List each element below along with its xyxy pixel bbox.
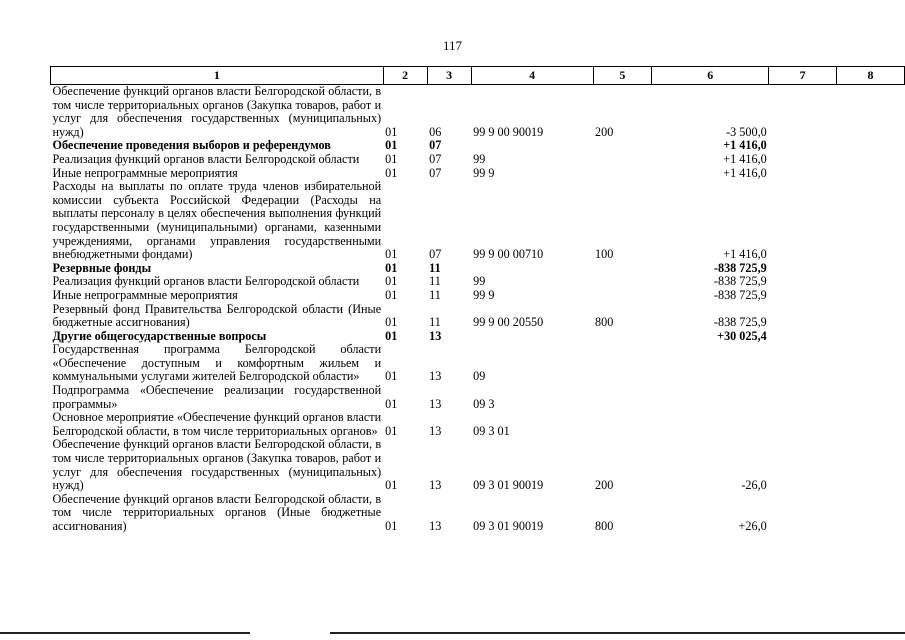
row-target-article-cell: 99 <box>473 151 486 166</box>
table-row <box>51 180 905 262</box>
row-target-article-cell: 99 <box>473 274 486 289</box>
row-subsection-cell: 06 <box>429 124 442 139</box>
row-col7-cell <box>769 330 837 344</box>
table-row <box>51 438 905 492</box>
row-name-cell: Обеспечение проведения выборов и референдумов <box>52 138 331 153</box>
row-subsection-cell: 13 <box>429 396 442 411</box>
table-row <box>51 303 905 330</box>
row-col8-cell <box>837 139 905 153</box>
row-col8-cell <box>837 262 905 276</box>
row-name-cell: Иные непрограммные мероприятия <box>52 165 238 180</box>
row-amount-cell <box>652 343 769 384</box>
row-amount-cell: -838 725,9 <box>713 287 767 302</box>
row-col7-cell <box>769 343 837 384</box>
table-row <box>51 411 905 438</box>
row-target-article-cell: 99 9 <box>473 287 495 302</box>
row-amount-cell: +1 416,0 <box>723 165 767 180</box>
row-section-cell: 01 <box>385 287 398 302</box>
row-expense-type-cell <box>593 289 652 303</box>
budget-table <box>50 66 905 534</box>
row-target-article-cell: 99 9 00 90019 <box>473 124 544 139</box>
column-header: 1 <box>51 67 384 85</box>
row-section-cell: 01 <box>385 247 398 262</box>
row-amount-cell <box>652 411 769 438</box>
row-col7-cell <box>769 180 837 262</box>
row-target-article-cell <box>471 262 593 276</box>
row-expense-type-cell: 800 <box>595 315 614 330</box>
row-col8-cell <box>837 275 905 289</box>
table-row <box>51 262 905 276</box>
row-target-article-cell: 09 3 01 <box>473 423 510 438</box>
row-col8-cell <box>837 289 905 303</box>
table-row <box>51 289 905 303</box>
row-expense-type-cell <box>593 384 652 411</box>
row-col7-cell <box>769 438 837 492</box>
row-amount-cell: +26,0 <box>738 519 767 533</box>
row-col8-cell <box>837 438 905 492</box>
column-header: 6 <box>652 67 769 85</box>
row-target-article-cell: 09 3 01 90019 <box>473 478 544 493</box>
row-expense-type-cell <box>593 167 652 181</box>
page-edge-line <box>330 632 905 634</box>
row-col7-cell <box>769 167 837 181</box>
row-expense-type-cell <box>593 275 652 289</box>
table-row <box>51 330 905 344</box>
row-target-article-cell: 09 <box>473 369 486 384</box>
row-section-cell: 01 <box>385 124 398 139</box>
column-header: 5 <box>593 67 652 85</box>
row-subsection-cell: 11 <box>429 260 441 275</box>
row-amount-cell: +1 416,0 <box>723 151 767 166</box>
table-header-row <box>51 67 905 85</box>
table-row <box>51 275 905 289</box>
row-name-cell: Обеспечение функций органов власти Белгородской области, в том числе территориальных органов (Закупка товаров, работ и услуг для обеспечения государственных (муниципальных) нужд) <box>52 84 382 139</box>
row-subsection-cell: 13 <box>429 423 442 438</box>
row-name-cell: Реализация функций органов власти Белгородской области <box>52 151 360 166</box>
row-col7-cell <box>769 411 837 438</box>
row-section-cell: 01 <box>385 328 398 343</box>
row-section-cell: 01 <box>385 519 398 533</box>
row-name-cell: Основное мероприятие «Обеспечение функций органов власти Белгородской области, в том числе территориальных органов» <box>52 410 382 438</box>
column-header: 8 <box>837 67 905 85</box>
row-section-cell: 01 <box>385 396 398 411</box>
row-col8-cell <box>837 384 905 411</box>
row-section-cell: 01 <box>385 478 398 493</box>
row-name-cell: Резервный фонд Правительства Белгородской области (Иные бюджетные ассигнования) <box>52 301 382 330</box>
row-section-cell: 01 <box>385 165 398 180</box>
row-target-article-cell: 09 3 <box>473 396 495 411</box>
row-col7-cell <box>769 493 837 534</box>
row-expense-type-cell: 100 <box>595 247 614 262</box>
row-name-cell: Расходы на выплаты по оплате труда членов избирательной комиссии субъекта Российской Федерации (Расходы на выплаты персоналу в целях обеспечения выполнения функций государственными (муниципальными) органами, казенными учреждениями, органами управления государственными внебюджетными фондами) <box>52 179 382 262</box>
row-subsection-cell: 07 <box>429 247 442 262</box>
table-body <box>51 85 905 534</box>
row-subsection-cell: 11 <box>429 315 441 330</box>
row-section-cell: 01 <box>385 369 398 384</box>
row-target-article-cell <box>471 330 593 344</box>
row-col8-cell <box>837 330 905 344</box>
row-subsection-cell: 07 <box>429 165 442 180</box>
row-expense-type-cell: 200 <box>595 478 614 493</box>
row-subsection-cell: 07 <box>429 138 442 153</box>
row-subsection-cell: 07 <box>429 151 442 166</box>
row-col7-cell <box>769 289 837 303</box>
row-subsection-cell: 11 <box>429 287 441 302</box>
row-amount-cell: -3 500,0 <box>726 124 767 139</box>
row-expense-type-cell <box>593 330 652 344</box>
row-section-cell: 01 <box>385 138 398 153</box>
row-expense-type-cell: 200 <box>595 124 614 139</box>
column-header: 4 <box>471 67 593 85</box>
row-name-cell: Резервные фонды <box>52 260 152 275</box>
row-col8-cell <box>837 180 905 262</box>
row-section-cell: 01 <box>385 274 398 289</box>
row-expense-type-cell <box>593 343 652 384</box>
column-header: 7 <box>769 67 837 85</box>
row-subsection-cell: 13 <box>429 328 442 343</box>
row-amount-cell: -838 725,9 <box>713 260 767 275</box>
row-col7-cell <box>769 139 837 153</box>
table-row <box>51 493 905 534</box>
table-row <box>51 167 905 181</box>
row-expense-type-cell <box>593 411 652 438</box>
row-col8-cell <box>837 493 905 534</box>
row-expense-type-cell <box>593 139 652 153</box>
row-subsection-cell: 11 <box>429 274 441 289</box>
row-subsection-cell: 13 <box>429 519 442 533</box>
row-col7-cell <box>769 153 837 167</box>
row-section-cell: 01 <box>385 423 398 438</box>
row-col8-cell <box>837 167 905 181</box>
row-expense-type-cell: 800 <box>595 519 614 533</box>
row-col7-cell <box>769 85 837 140</box>
row-name-cell: Подпрограмма «Обеспечение реализации государственной программы» <box>52 383 382 411</box>
row-target-article-cell: 99 9 <box>473 165 495 180</box>
row-expense-type-cell <box>593 262 652 276</box>
row-col8-cell <box>837 85 905 140</box>
page-edge-line <box>0 632 250 634</box>
row-amount-cell: +30 025,4 <box>717 328 767 343</box>
table-row <box>51 384 905 411</box>
row-subsection-cell: 13 <box>429 369 442 384</box>
row-col8-cell <box>837 343 905 384</box>
page-number: 117 <box>442 38 463 53</box>
row-name-cell: Обеспечение функций органов власти Белгородской области, в том числе территориальных органов (Закупка товаров, работ и услуг для обеспечения государственных (муниципальных) нужд) <box>52 437 382 493</box>
row-name-cell: Государственная программа Белгородской области «Обеспечение доступным и комфортным жильем и коммунальными услугами жителей Белгородской области» <box>52 342 382 384</box>
row-amount-cell: -838 725,9 <box>713 315 767 330</box>
row-section-cell: 01 <box>385 260 398 275</box>
row-subsection-cell: 13 <box>429 478 442 493</box>
row-target-article-cell: 99 9 00 20550 <box>473 315 544 330</box>
row-col8-cell <box>837 303 905 330</box>
row-amount-cell: -26,0 <box>741 478 767 493</box>
row-target-article-cell <box>471 139 593 153</box>
row-expense-type-cell <box>593 153 652 167</box>
table-row <box>51 153 905 167</box>
row-col8-cell <box>837 153 905 167</box>
row-target-article-cell: 99 9 00 00710 <box>473 247 544 262</box>
row-amount-cell: +1 416,0 <box>723 247 767 262</box>
row-col7-cell <box>769 384 837 411</box>
row-col7-cell <box>769 262 837 276</box>
row-col7-cell <box>769 303 837 330</box>
table-row <box>51 139 905 153</box>
row-amount-cell: -838 725,9 <box>713 274 767 289</box>
row-col8-cell <box>837 411 905 438</box>
row-section-cell: 01 <box>385 151 398 166</box>
row-section-cell: 01 <box>385 315 398 330</box>
column-header: 3 <box>427 67 471 85</box>
table-row <box>51 343 905 384</box>
table-row <box>51 85 905 140</box>
row-name-cell: Реализация функций органов власти Белгородской области <box>52 274 360 289</box>
row-col7-cell <box>769 275 837 289</box>
row-target-article-cell: 09 3 01 90019 <box>473 519 544 533</box>
row-name-cell: Другие общегосударственные вопросы <box>52 328 267 343</box>
column-header: 2 <box>383 67 427 85</box>
row-amount-cell <box>652 384 769 411</box>
row-name-cell: Обеспечение функций органов власти Белгородской области, в том числе территориальных органов (Иные бюджетные ассигнования) <box>52 491 382 533</box>
row-amount-cell: +1 416,0 <box>723 138 767 153</box>
row-name-cell: Иные непрограммные мероприятия <box>52 287 238 302</box>
